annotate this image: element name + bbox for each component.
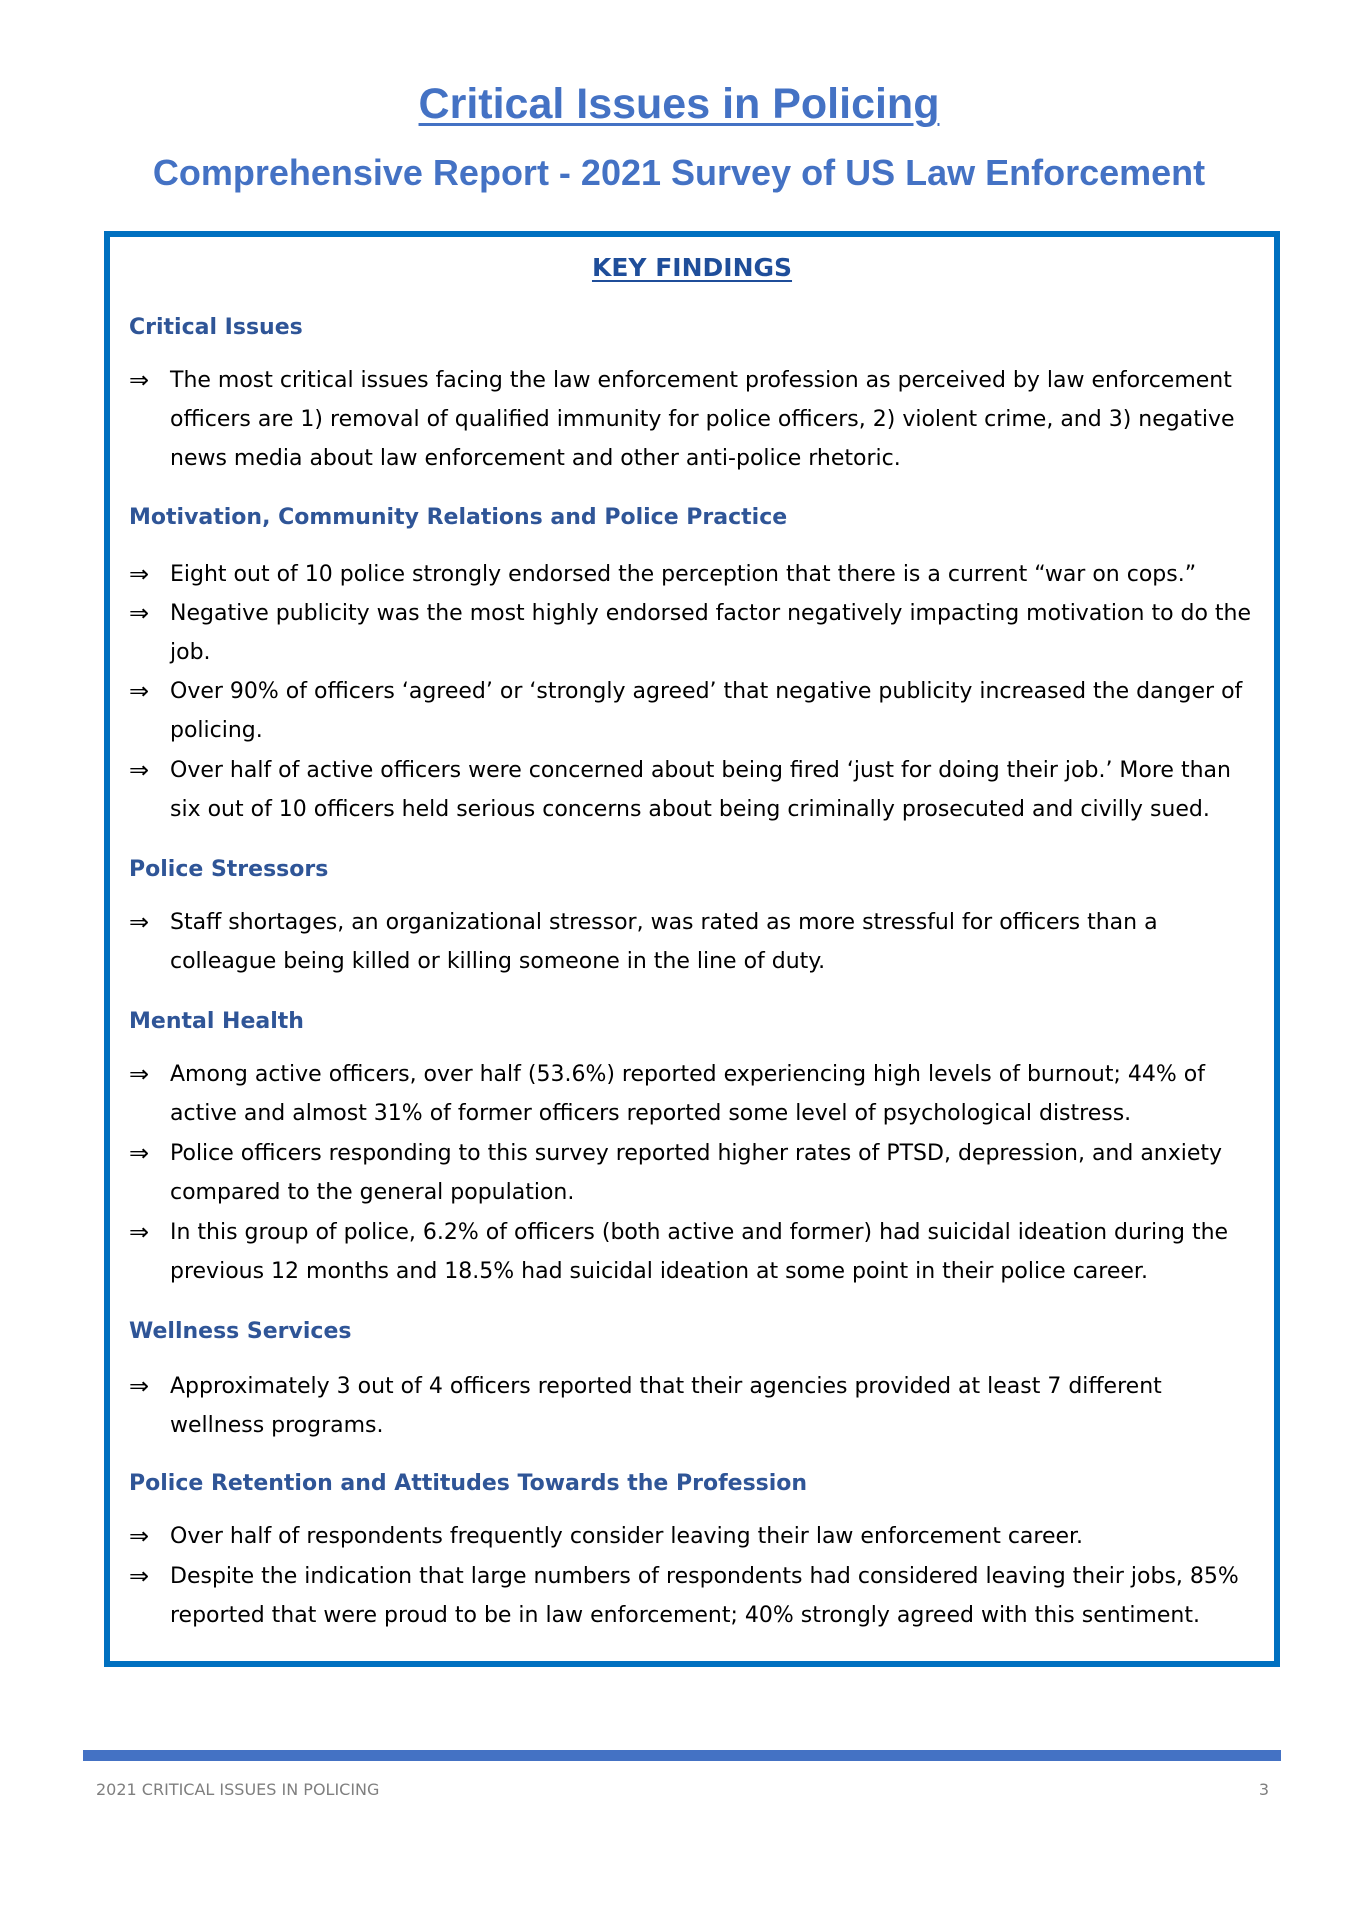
finding-text: Despite the indication that large numbers of respondents had considered leaving their jobs, 85% reported that were proud to be in law enforcement; 40% strongly agreed with this sentiment. <box>170 1564 1239 1628</box>
arrow-bullet-icon: ⇒ <box>129 560 150 588</box>
finding-item <box>129 1517 1255 1556</box>
finding-text: Over 90% of officers ‘agreed’ or ‘strongly agreed’ that negative publicity increased the danger of policing. <box>170 679 1243 743</box>
section-heading-retention: Police Retention and Attitudes Towards the Profession <box>129 1471 808 1496</box>
key-findings-box <box>104 231 1280 1667</box>
section-heading-critical-issues: Critical Issues <box>129 315 303 340</box>
arrow-bullet-icon: ⇒ <box>129 1562 150 1590</box>
finding-text: Eight out of 10 police strongly endorsed the perception that there is a current “war on cops.” <box>170 562 1197 587</box>
finding-text: Over half of active officers were concerned about being fired ‘just for doing their job.’ More than six out of 10 officers held serious concerns about being criminally prosecuted and civilly sued. <box>170 758 1231 822</box>
section-heading-motivation: Motivation, Community Relations and Police Practice <box>129 505 788 530</box>
finding-item <box>129 1134 1255 1212</box>
finding-item <box>129 672 1255 750</box>
finding-item <box>129 1213 1255 1291</box>
footer-rule <box>83 1750 1281 1761</box>
finding-text: In this group of police, 6.2% of officers (both active and former) had suicidal ideation during the previous 12 months and 18.5% had suicidal ideation at some point in their police career. <box>170 1220 1229 1284</box>
finding-text: The most critical issues facing the law enforcement profession as perceived by law enforcement officers are 1) removal of qualified immunity for police officers, 2) violent crime, and 3) negative news media about law enforcement and other anti-police rhetoric. <box>170 368 1235 471</box>
arrow-bullet-icon: ⇒ <box>129 366 150 394</box>
report-title: Critical Issues in Policing <box>418 80 940 128</box>
section-heading-wellness-services: Wellness Services <box>129 1319 352 1344</box>
key-findings-heading: KEY FINDINGS <box>591 253 793 282</box>
finding-text: Staff shortages, an organizational stressor, was rated as more stressful for officers than a colleague being killed or killing someone in the line of duty. <box>170 910 1158 974</box>
arrow-bullet-icon: ⇒ <box>129 1522 150 1550</box>
arrow-bullet-icon: ⇒ <box>129 756 150 784</box>
footer-label: 2021 CRITICAL ISSUES IN POLICING <box>96 1780 380 1799</box>
arrow-bullet-icon: ⇒ <box>129 1060 150 1088</box>
arrow-bullet-icon: ⇒ <box>129 1372 150 1400</box>
report-subtitle: Comprehensive Report - 2021 Survey of US Law Enforcement <box>152 152 1206 193</box>
finding-item <box>129 555 1255 594</box>
finding-text: Negative publicity was the most highly endorsed factor negatively impacting motivation to do the job. <box>170 601 1252 665</box>
finding-text: Over half of respondents frequently consider leaving their law enforcement career. <box>170 1524 1084 1549</box>
finding-text: Approximately 3 out of 4 officers reported that their agencies provided at least 7 different wellness programs. <box>170 1374 1162 1438</box>
finding-item <box>129 903 1255 981</box>
arrow-bullet-icon: ⇒ <box>129 677 150 705</box>
arrow-bullet-icon: ⇒ <box>129 1139 150 1167</box>
finding-item <box>129 1367 1255 1445</box>
section-heading-mental-health: Mental Health <box>129 1009 304 1034</box>
finding-item <box>129 751 1255 829</box>
finding-text: Among active officers, over half (53.6%) reported experiencing high levels of burnout; 44% of active and almost 31% of former officers reported some level of psychological distress. <box>170 1062 1205 1126</box>
section-heading-police-stressors: Police Stressors <box>129 857 329 882</box>
finding-item <box>129 594 1255 672</box>
arrow-bullet-icon: ⇒ <box>129 1218 150 1246</box>
finding-item <box>129 1055 1255 1133</box>
page-number: 3 <box>1258 1780 1269 1799</box>
arrow-bullet-icon: ⇒ <box>129 908 150 936</box>
finding-text: Police officers responding to this survey reported higher rates of PTSD, depression, and anxiety compared to the general population. <box>170 1141 1223 1205</box>
finding-item <box>129 361 1255 478</box>
finding-item <box>129 1557 1255 1635</box>
arrow-bullet-icon: ⇒ <box>129 599 150 627</box>
